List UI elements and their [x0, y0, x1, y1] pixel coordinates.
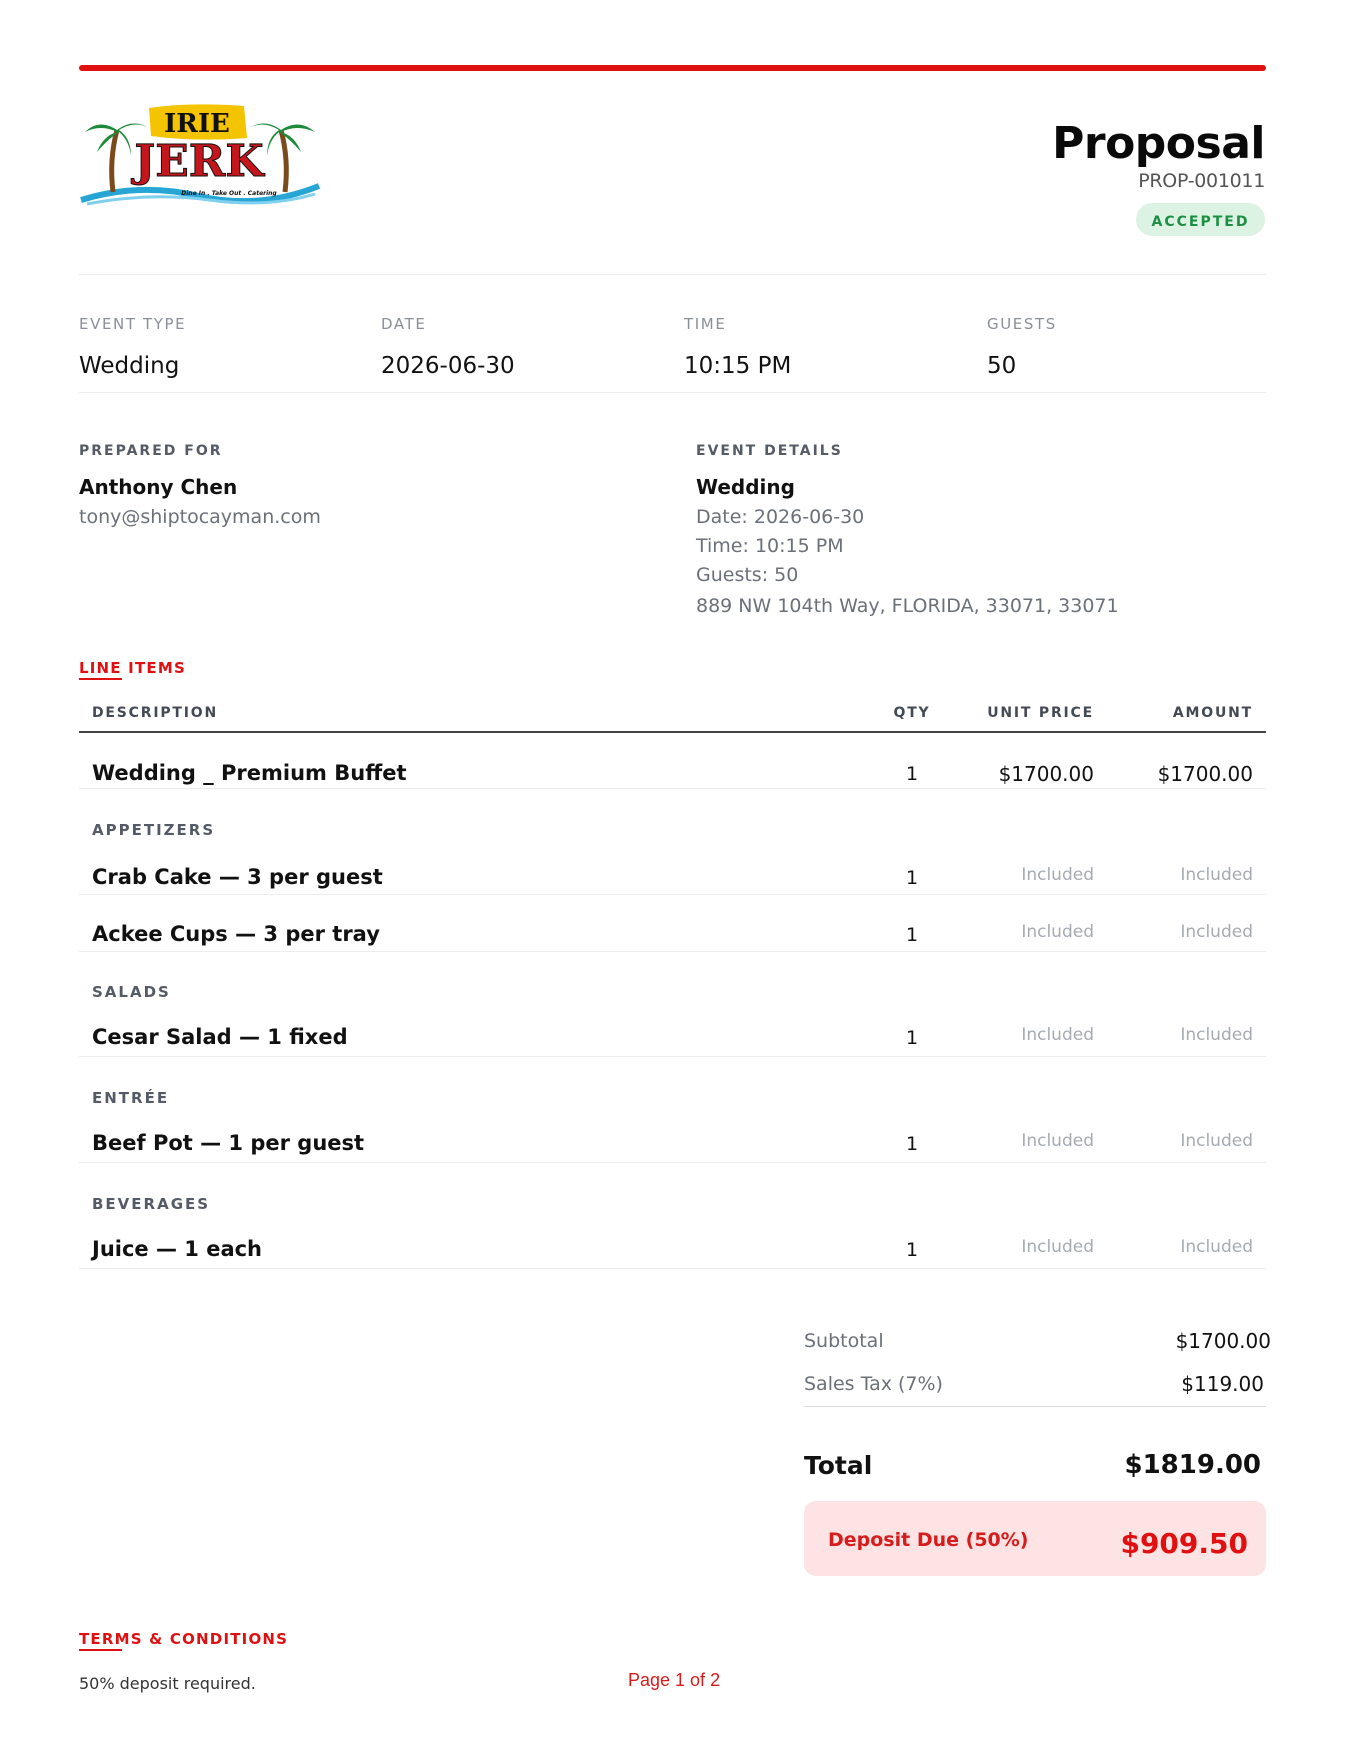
heading-underline: [79, 678, 122, 680]
table-header: [79, 705, 1266, 733]
item-amount: Included: [1180, 1131, 1253, 1151]
status-badge: ACCEPTED: [1136, 203, 1265, 236]
column-amount: AMOUNT: [1172, 705, 1253, 721]
divider: [79, 274, 1266, 275]
item-amount: Included: [1180, 922, 1253, 942]
summary-label: EVENT TYPE: [79, 315, 187, 333]
divider: [79, 392, 1266, 393]
item-unit-price: Included: [1021, 1237, 1094, 1257]
logo-graphic: [79, 100, 324, 220]
item-amount: Included: [1180, 1237, 1253, 1257]
column-description: DESCRIPTION: [92, 705, 218, 721]
item-qty: 1: [905, 763, 919, 785]
summary-time: [684, 315, 791, 379]
item-amount: Included: [1180, 1025, 1253, 1045]
prepared-for-block: [79, 443, 321, 528]
summary-label: TIME: [684, 315, 727, 333]
total-label: Total: [804, 1451, 873, 1480]
item-qty: 1: [905, 1239, 919, 1261]
event-guests: Guests: 50: [696, 564, 799, 586]
item-description: Cesar Salad — 1 fixed: [92, 1025, 348, 1049]
summary-event-type: [79, 315, 186, 379]
table-row: [79, 1012, 1266, 1057]
table-row: [79, 733, 1266, 789]
item-qty: 1: [905, 1027, 919, 1049]
tax-label: Sales Tax (7%): [804, 1373, 943, 1395]
proposal-number: PROP-001011: [1138, 170, 1265, 192]
summary-label: DATE: [381, 315, 427, 333]
item-description: Crab Cake — 3 per guest: [92, 865, 383, 889]
deposit-label: Deposit Due (50%): [828, 1529, 1029, 1551]
category-salads: SALADS: [92, 983, 171, 1001]
client-email: tony@shiptocayman.com: [79, 506, 321, 528]
item-unit-price: Included: [1021, 865, 1094, 885]
category-appetizers: APPETIZERS: [92, 821, 216, 839]
item-unit-price: Included: [1021, 1131, 1094, 1151]
deposit-box: [804, 1501, 1266, 1576]
item-amount: $1700.00: [1157, 762, 1253, 786]
event-details-block: [696, 443, 1119, 617]
prepared-for-label: PREPARED FOR: [79, 443, 223, 459]
subtotal-value: $1700.00: [1175, 1329, 1271, 1353]
event-time: Time: 10:15 PM: [696, 535, 844, 557]
summary-value: 10:15 PM: [684, 353, 792, 379]
item-unit-price: $1700.00: [998, 762, 1094, 786]
deposit-value: $909.50: [1120, 1527, 1248, 1560]
item-qty: 1: [905, 1133, 919, 1155]
totals-divider: [804, 1406, 1266, 1407]
category-entree: ENTRÉE: [92, 1089, 170, 1107]
summary-label: GUESTS: [987, 315, 1057, 333]
column-unit-price: UNIT PRICE: [987, 705, 1094, 721]
event-name: Wedding: [696, 475, 795, 499]
event-details-label: EVENT DETAILS: [696, 443, 843, 459]
event-date: Date: 2026-06-30: [696, 506, 865, 528]
summary-value: Wedding: [79, 353, 180, 379]
terms-text: 50% deposit required.: [79, 1674, 256, 1693]
terms-heading: TERMS & CONDITIONS: [79, 1630, 289, 1648]
table-row: [79, 850, 1266, 895]
item-description: Ackee Cups — 3 per tray: [92, 922, 380, 946]
item-unit-price: Included: [1021, 1025, 1094, 1045]
category-beverages: BEVERAGES: [92, 1195, 211, 1213]
table-row: [79, 1224, 1266, 1269]
logo-brand-top: IRIE: [164, 109, 230, 139]
accent-bar: [79, 65, 1266, 71]
item-unit-price: Included: [1021, 922, 1094, 942]
table-row: [79, 1118, 1266, 1163]
heading-underline: [79, 1649, 122, 1651]
summary-value: 2026-06-30: [381, 353, 515, 379]
item-description: Wedding _ Premium Buffet: [92, 761, 407, 785]
column-qty: QTY: [893, 705, 931, 721]
item-description: Beef Pot — 1 per guest: [92, 1131, 365, 1155]
document-title: Proposal: [1052, 118, 1265, 169]
total-value: $1819.00: [1124, 1450, 1261, 1480]
item-qty: 1: [905, 924, 919, 946]
line-items-heading: LINE ITEMS: [79, 659, 186, 677]
item-description: Juice — 1 each: [92, 1237, 263, 1261]
item-qty: 1: [905, 867, 919, 889]
subtotal-label: Subtotal: [804, 1330, 884, 1352]
client-name: Anthony Chen: [79, 475, 238, 499]
event-address: 889 NW 104th Way, FLORIDA, 33071, 33071: [696, 595, 1119, 617]
logo-brand-main: JERK: [134, 136, 264, 187]
page-number: Page 1 of 2: [628, 1670, 721, 1690]
summary-value: 50: [987, 353, 1017, 379]
summary-guests: [987, 315, 1057, 379]
company-logo: [79, 100, 324, 220]
item-amount: Included: [1180, 865, 1253, 885]
logo-tagline: Dine In . Take Out . Catering: [181, 190, 277, 197]
table-row: [79, 894, 1266, 952]
tax-value: $119.00: [1181, 1372, 1264, 1396]
summary-date: [381, 315, 515, 379]
